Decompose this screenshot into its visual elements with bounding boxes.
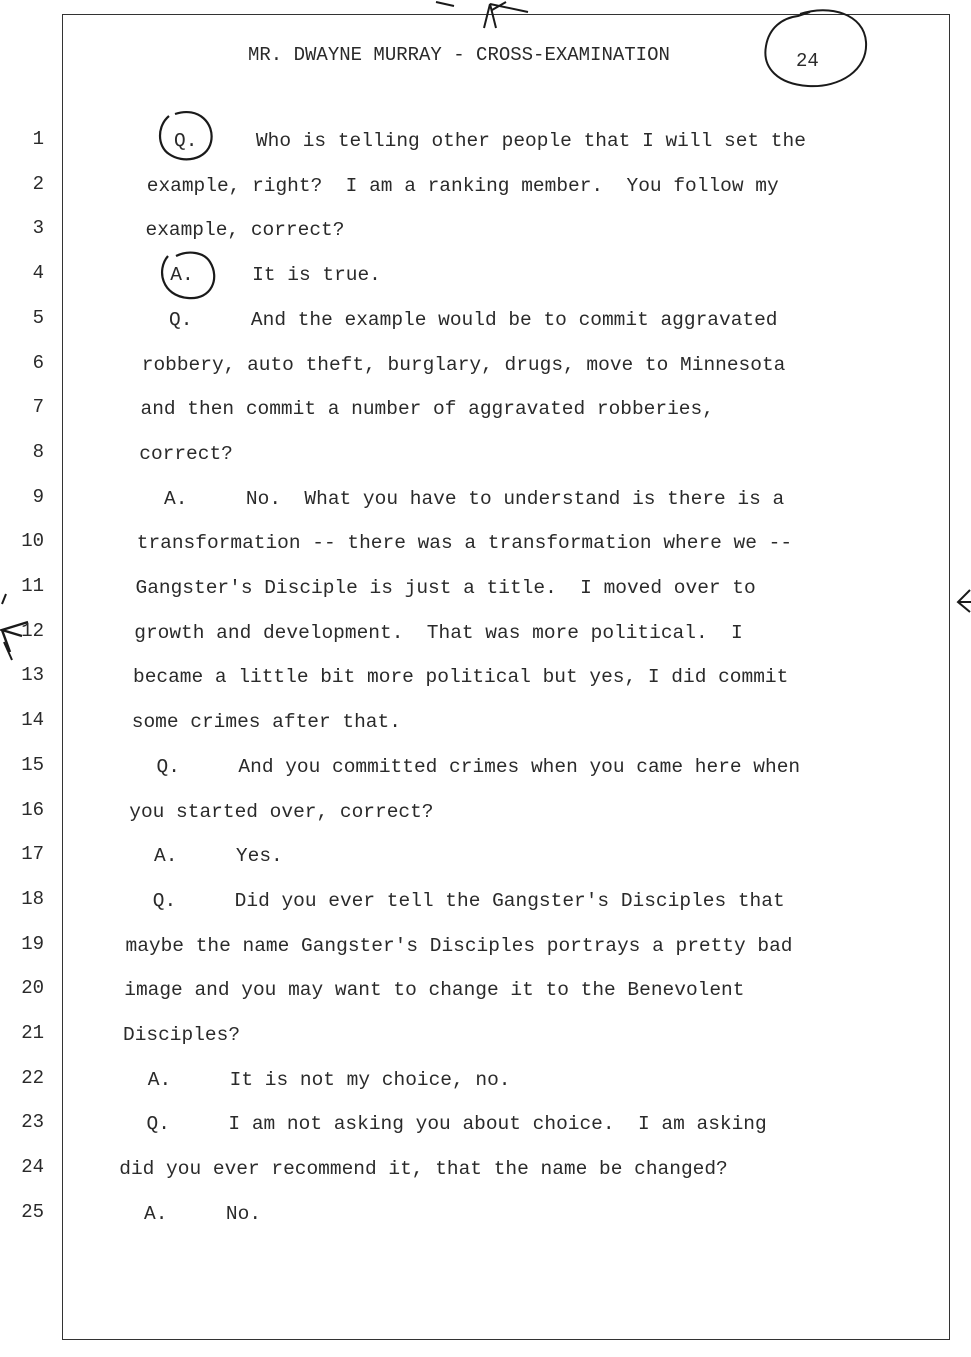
line-number: 4 (32, 262, 44, 285)
line-number: 11 (21, 575, 44, 597)
line-number: 21 (21, 1022, 44, 1044)
transcript-line: A. No. What you have to understand is there is a (164, 487, 785, 510)
transcript-line: did you ever recommend it, that the name be changed? (119, 1158, 728, 1181)
transcript-line: image and you may want to change it to the Benevolent (124, 979, 745, 1002)
line-number: 23 (21, 1111, 44, 1134)
transcript-line: maybe the name Gangster's Disciples portrays a pretty bad (125, 934, 793, 957)
line-number: 3 (32, 217, 44, 240)
line-number: 9 (32, 485, 44, 508)
transcript-line: transformation -- there was a transformation where we -- (136, 532, 793, 555)
transcript-line: Q. And the example would be to commit aggravated (169, 308, 778, 331)
transcript-line: became a little bit more political but yes, I did commit (133, 666, 789, 689)
transcript-line: Q. And you committed crimes when you came here when (156, 755, 801, 778)
transcript-line: example, correct? (145, 219, 345, 242)
page-number-circle-mark (760, 6, 870, 90)
transcript-line: A. Yes. (154, 845, 283, 868)
transcript-line: robbery, auto theft, burglary, drugs, move to Minnesota (141, 353, 786, 376)
transcript-line: Gangster's Disciple is just a title. I moved over to (135, 577, 756, 599)
transcript-line: Q. Did you ever tell the Gangster's Disciples that (152, 889, 785, 912)
transcript-line: you started over, correct? (129, 800, 434, 823)
transcript-line: Disciples? (123, 1024, 241, 1046)
line-number: 16 (21, 798, 44, 821)
line-number: 22 (21, 1066, 44, 1089)
line-number: 13 (21, 664, 44, 687)
top-arrow-mark (430, 0, 540, 32)
line-number: 2 (32, 172, 44, 195)
page-number: 24 (796, 50, 819, 72)
right-margin-mark (952, 586, 971, 616)
line-number: 19 (21, 932, 44, 955)
line-number: 5 (32, 306, 44, 329)
line-number: 10 (21, 530, 44, 553)
transcript-line: correct? (139, 442, 233, 465)
transcript-line: A. It is not my choice, no. (147, 1068, 511, 1091)
line-number: 15 (21, 753, 44, 776)
transcript-line: Q. I am not asking you about choice. I am asking (146, 1113, 767, 1136)
line-number: 24 (21, 1156, 44, 1179)
line-number: 12 (21, 619, 44, 642)
transcript-line: some crimes after that. (131, 711, 401, 734)
transcript-line: A. No. (144, 1202, 262, 1225)
transcript-line: example, right? I am a ranking member. You follow my (146, 174, 779, 197)
line-number: 25 (21, 1200, 44, 1223)
page-header: MR. DWAYNE MURRAY - CROSS-EXAMINATION (248, 44, 670, 66)
line-number: 8 (32, 440, 44, 463)
line-number: 18 (21, 887, 44, 910)
line-number: 14 (21, 709, 44, 732)
line-number: 6 (32, 351, 44, 374)
line-number: 7 (32, 396, 44, 419)
transcript-line: A. It is true. (170, 264, 381, 287)
transcript-line: growth and development. That was more political. I (134, 621, 743, 644)
transcript-line: Q. Who is telling other people that I will set the (174, 130, 806, 152)
line-number: 20 (21, 977, 44, 1000)
transcript-line: and then commit a number of aggravated robberies, (140, 398, 714, 421)
line-number: 17 (21, 843, 44, 866)
line-number: 1 (32, 128, 44, 150)
